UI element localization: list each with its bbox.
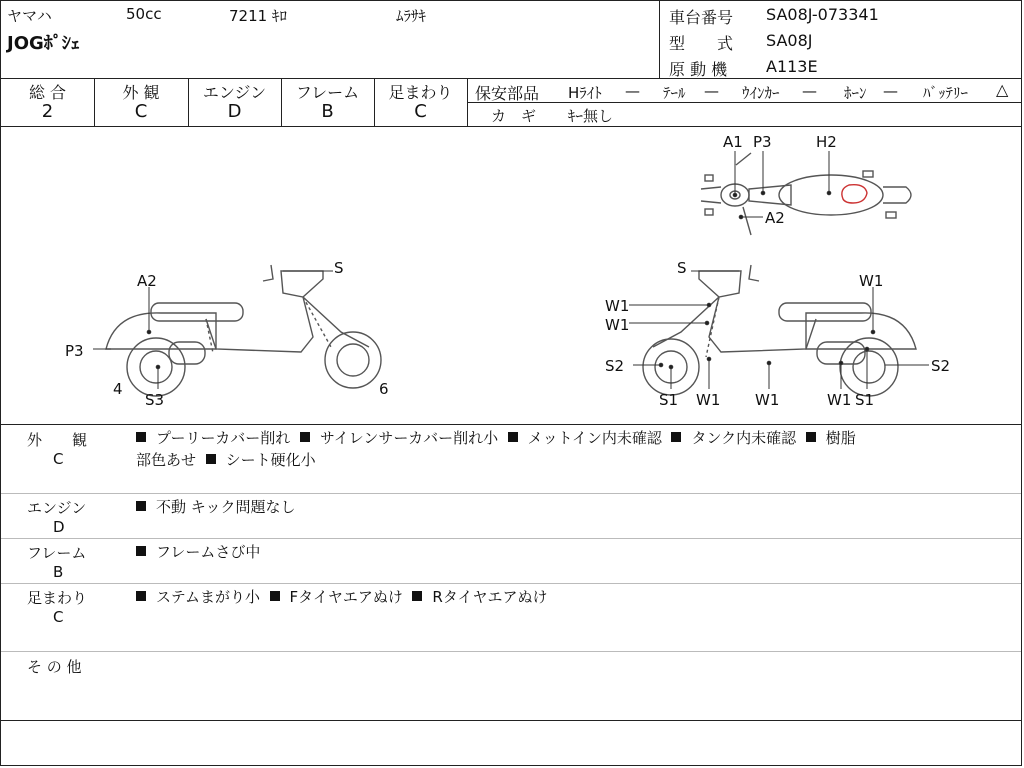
type-value: SA08J (766, 31, 813, 50)
safety-winker-value: — (802, 82, 817, 100)
note-engine-label: エンジン (27, 499, 87, 517)
note-suspension-grade: C (53, 608, 64, 626)
header-divider (659, 1, 660, 78)
safety-winker: ｳｲﾝｶｰ (742, 84, 780, 102)
engine-grade: D (227, 101, 242, 122)
note-item: メットイン内未確認 (527, 429, 662, 447)
label-right-s2-b: S2 (931, 357, 951, 375)
label-left-a2: A2 (137, 272, 157, 290)
engine-grade-label: エンジン (202, 83, 267, 102)
note-item: ステムまがり小 (156, 588, 260, 606)
note-frame-label: フレーム (27, 544, 87, 562)
safety-battery-value: △ (996, 80, 1009, 99)
damage-diagram (1, 127, 1023, 424)
diagram-bottom-rule (1, 424, 1021, 425)
note-item: 樹脂 (825, 429, 856, 447)
note-frame-items (136, 541, 260, 563)
note-frame-grade: B (53, 563, 64, 581)
bullet-icon (136, 546, 146, 556)
bullet-icon (206, 454, 216, 464)
label-right-w1-f: W1 (827, 391, 852, 409)
model-name: JOGﾎﾟｼｪ (7, 33, 80, 54)
label-right-s: S (677, 259, 687, 277)
label-top-h2: H2 (816, 133, 837, 151)
suspension-grade: C (414, 101, 427, 122)
suspension-grade-label: 足まわり (388, 83, 453, 102)
note-item: Fタイヤエアぬけ (289, 588, 403, 606)
note-divider (1, 493, 1021, 494)
label-left-s: S (334, 259, 344, 277)
safety-horn-value: — (883, 82, 898, 100)
bullet-icon (136, 591, 146, 601)
key-value: ｷｰ無し (568, 107, 614, 125)
key-label: カ ギ (491, 107, 537, 125)
total-grade-label: 総 合 (28, 83, 67, 102)
top-view-scooter (701, 153, 911, 235)
exterior-grade-label: 外 観 (122, 83, 160, 102)
note-item: 不動 キック問題なし (156, 498, 296, 516)
label-right-w1-c: W1 (859, 272, 884, 290)
bullet-icon (671, 432, 681, 442)
note-exterior-items-2 (136, 449, 316, 471)
label-right-w1-e: W1 (755, 391, 780, 409)
note-exterior-label: 外 観 (27, 431, 88, 449)
label-left-s3: S3 (145, 391, 165, 409)
note-divider (1, 583, 1021, 584)
note-bottom-rule (1, 720, 1021, 721)
label-left-6: 6 (379, 380, 389, 398)
note-item: Rタイヤエアぬけ (432, 588, 548, 606)
label-right-s1-a: S1 (659, 391, 679, 409)
label-left-4: 4 (113, 380, 123, 398)
bullet-icon (508, 432, 518, 442)
note-exterior-grade: C (53, 450, 64, 468)
bullet-icon (300, 432, 310, 442)
color: ﾑﾗｻｷ (396, 7, 427, 25)
safety-label: 保安部品 (475, 84, 540, 103)
frame-grade-label: フレーム (295, 83, 360, 102)
bullet-icon (270, 591, 280, 601)
note-item: プーリーカバー削れ (156, 429, 291, 447)
note-suspension-label: 足まわり (27, 589, 88, 607)
label-top-p3: P3 (753, 133, 772, 151)
exterior-grade: C (134, 101, 148, 122)
maker: ヤマハ (7, 7, 52, 25)
safety-horn: ﾎｰﾝ (844, 84, 867, 102)
note-divider (1, 651, 1021, 652)
engine-value: A113E (766, 57, 818, 76)
frame-grade: B (321, 101, 334, 122)
header-bottom-rule (1, 78, 1021, 79)
bullet-icon (136, 501, 146, 511)
frame-no: SA08J-073341 (766, 5, 879, 24)
note-other-label: そ の 他 (27, 658, 82, 676)
note-divider (1, 538, 1021, 539)
engine-label: 原 動 機 (669, 60, 728, 79)
bullet-icon (412, 591, 422, 601)
safety-tail-value: — (704, 82, 719, 100)
safety-divider (467, 102, 1021, 103)
note-item: 部色あせ (136, 451, 197, 469)
note-engine-grade: D (53, 518, 65, 536)
label-right-w1-b: W1 (605, 316, 630, 334)
note-item: フレームさび中 (156, 543, 261, 561)
frame-no-label: 車台番号 (669, 8, 734, 27)
displacement: 50cc (126, 5, 162, 23)
label-top-a2: A2 (765, 209, 785, 227)
note-item: サイレンサーカバー削れ小 (319, 429, 499, 447)
safety-headlight-value: — (625, 82, 640, 100)
label-right-s1-b: S1 (855, 391, 875, 409)
total-grade: 2 (41, 101, 54, 122)
label-right-w1-a: W1 (605, 297, 630, 315)
note-suspension-items (136, 586, 548, 608)
label-right-s2-a: S2 (605, 357, 625, 375)
label-left-p3: P3 (65, 342, 84, 360)
safety-headlight: Hﾗｲﾄ (568, 84, 602, 102)
bullet-icon (136, 432, 146, 442)
note-item: タンク内未確認 (691, 429, 797, 447)
mileage: 7211 ｷﾛ (229, 7, 287, 25)
note-engine-items (136, 496, 295, 518)
safety-battery: ﾊﾞｯﾃﾘｰ (923, 84, 969, 102)
label-top-a1: A1 (723, 133, 743, 151)
bullet-icon (806, 432, 816, 442)
note-exterior-items (136, 427, 856, 449)
safety-tail: ﾃｰﾙ (663, 84, 686, 102)
type-label: 型 式 (669, 34, 734, 53)
note-item: シート硬化小 (225, 451, 316, 469)
label-right-w1-d: W1 (696, 391, 721, 409)
